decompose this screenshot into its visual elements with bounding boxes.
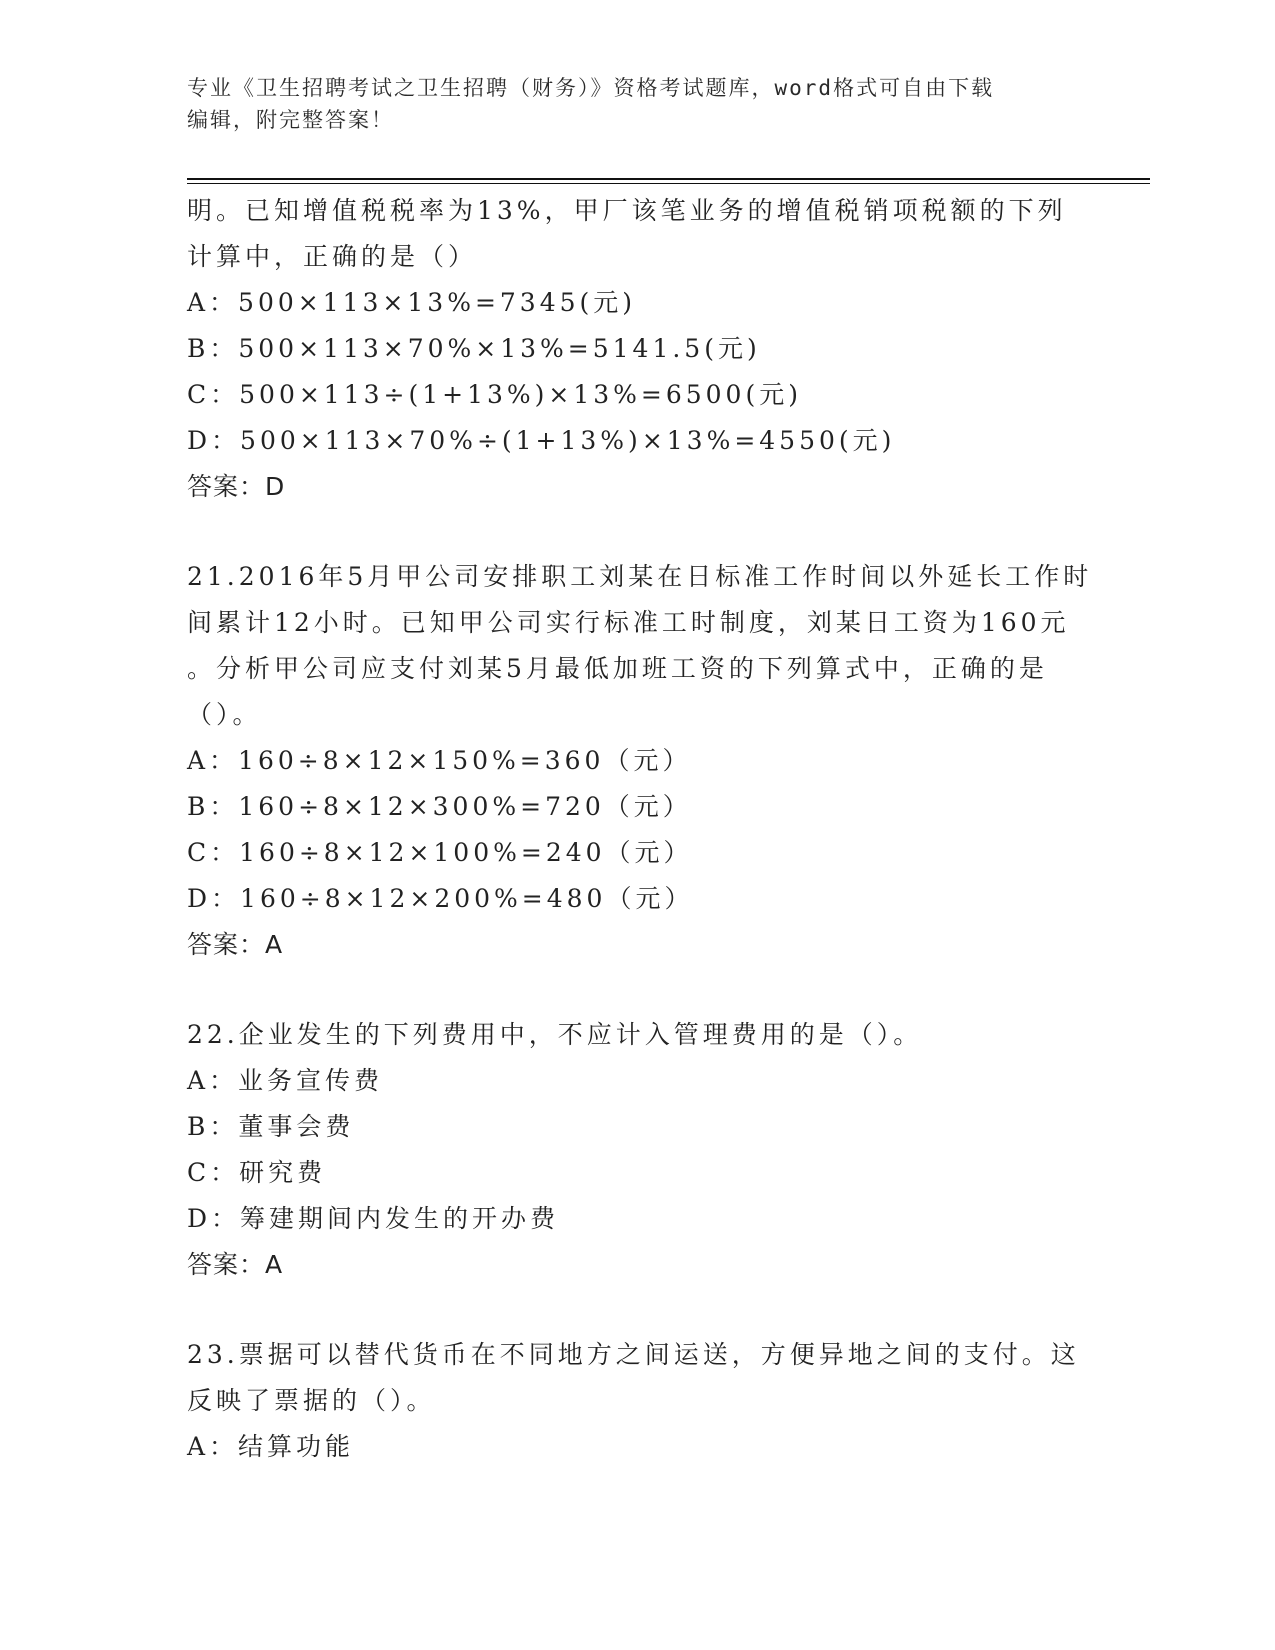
spacer bbox=[187, 968, 1087, 1012]
question-stem-line: 22.企业发生的下列费用中，不应计入管理费用的是（）。 bbox=[187, 1020, 923, 1049]
option-a: A：业务宣传费 bbox=[187, 1066, 384, 1095]
question-stem-line: 23.票据可以替代货币在不同地方之间运送，方便异地之间的支付。这 bbox=[187, 1340, 1080, 1369]
option-c: C：160÷8×12×100%=240（元） bbox=[187, 838, 693, 867]
document-body bbox=[187, 188, 1093, 1470]
question-stem-line: 21.2016年5月甲公司安排职工刘某在日标准工作时间以外延长工作时 bbox=[187, 562, 1093, 591]
question-stem-line: （）。 bbox=[187, 700, 262, 729]
option-a: A：结算功能 bbox=[187, 1432, 355, 1461]
spacer bbox=[187, 510, 1087, 554]
question-stem-line: 反映了票据的（）。 bbox=[187, 1386, 436, 1415]
header-line-2: 编辑，附完整答案！ bbox=[187, 108, 394, 132]
option-a: A：160÷8×12×150%=360（元） bbox=[187, 746, 692, 775]
document-header bbox=[187, 72, 1087, 136]
answer-line: 答案：D bbox=[187, 472, 286, 501]
option-a: A：500×113×13%=7345(元) bbox=[187, 288, 637, 317]
header-rule-thin bbox=[187, 183, 1150, 184]
option-b: B：董事会费 bbox=[187, 1112, 355, 1141]
question-20 bbox=[187, 188, 1087, 510]
question-22 bbox=[187, 1012, 1087, 1288]
question-stem-line: 明。已知增值税税率为13%，甲厂该笔业务的增值税销项税额的下列 bbox=[187, 196, 1067, 225]
question-stem-line: 间累计12小时。已知甲公司实行标准工时制度，刘某日工资为160元 bbox=[187, 608, 1070, 637]
option-d: D：500×113×70%÷(1+13%)×13%=4550(元) bbox=[187, 426, 896, 455]
option-c: C：500×113÷(1+13%)×13%=6500(元) bbox=[187, 380, 802, 409]
question-stem-line: 计算中，正确的是（） bbox=[187, 242, 478, 271]
option-b: B：500×113×70%×13%=5141.5(元) bbox=[187, 334, 761, 363]
question-21 bbox=[187, 554, 1093, 968]
question-stem-line: 。分析甲公司应支付刘某5月最低加班工资的下列算式中，正确的是 bbox=[187, 654, 1048, 683]
option-d: D：160÷8×12×200%=480（元） bbox=[187, 884, 694, 913]
header-rule-thick bbox=[187, 178, 1150, 180]
answer-line: 答案：A bbox=[187, 1250, 284, 1279]
option-d: D：筹建期间内发生的开办费 bbox=[187, 1204, 560, 1233]
spacer bbox=[187, 1288, 1087, 1332]
answer-line: 答案：A bbox=[187, 930, 284, 959]
header-line-1: 专业《卫生招聘考试之卫生招聘（财务）》资格考试题库，word格式可自由下载 bbox=[187, 76, 995, 100]
option-b: B：160÷8×12×300%=720（元） bbox=[187, 792, 692, 821]
option-c: C：研究费 bbox=[187, 1158, 327, 1187]
question-23 bbox=[187, 1332, 1087, 1470]
